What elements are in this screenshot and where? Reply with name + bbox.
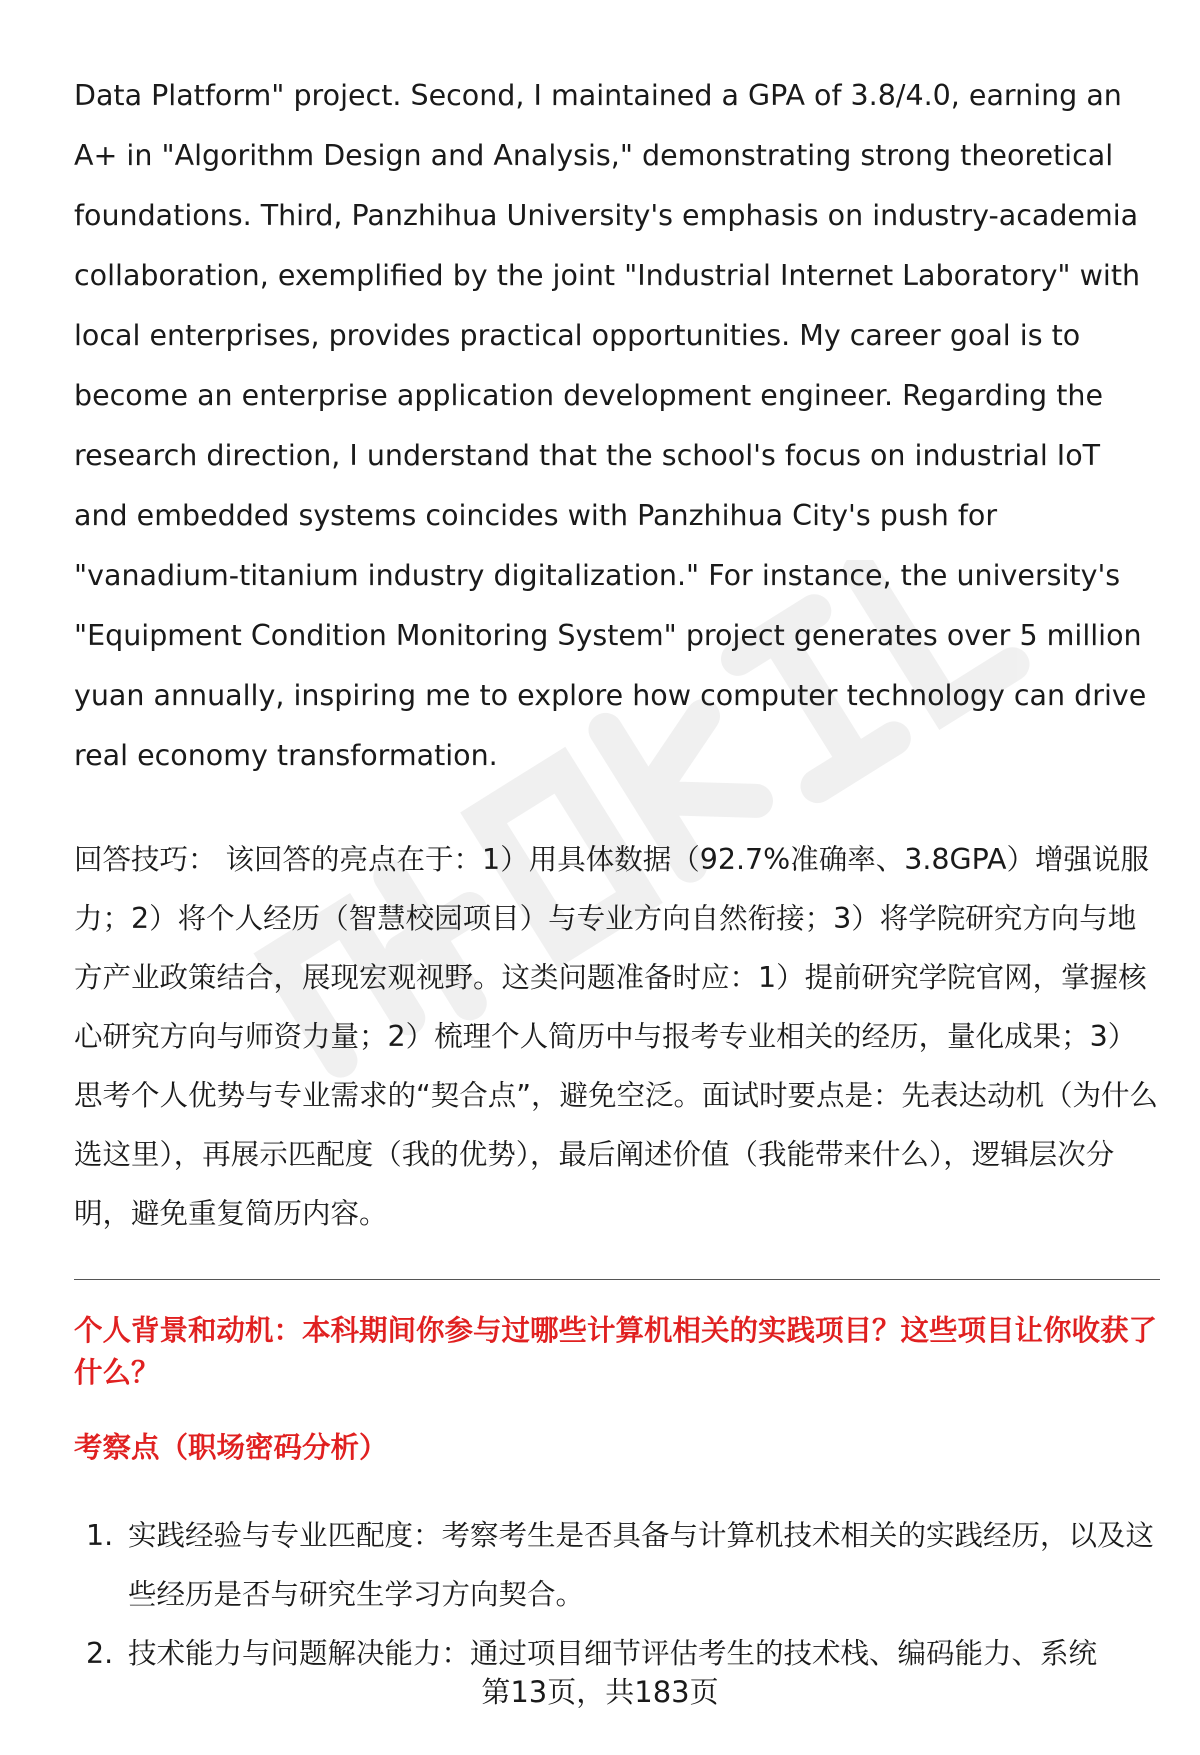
section-divider	[74, 1279, 1160, 1280]
list-item-text: 技术能力与问题解决能力：通过项目细节评估考生的技术栈、编码能力、系统	[128, 1637, 1098, 1670]
list-item	[74, 1506, 1160, 1624]
answer-tips-paragraph: 回答技巧： 该回答的亮点在于：1）用具体数据（92.7%准确率、3.8GPA）增强说服力；2）将个人经历（智慧校园项目）与专业方向自然衔接；3）将学院研究方向与地方产业政策结合，展现宏观视野。这类问题准备时应：1）提前研究学院官网，掌握核心研究方向与师资力量；2）梳理个人简历中与报考专业相关的经历，量化成果；3）思考个人优势与专业需求的“契合点”，避免空泛。面试时要点是：先表达动机（为什么选这里），再展示匹配度（我的优势），最后阐述价值（我能带来什么），逻辑层次分明，避免重复简历内容。	[74, 843, 1159, 1230]
list-item-text: 实践经验与专业匹配度：考察考生是否具备与计算机技术相关的实践经历，以及这些经历是否与研究生学习方向契合。	[128, 1519, 1155, 1611]
page-number-footer: 第13页，共183页	[481, 1675, 719, 1709]
list-item-number: 2.	[86, 1637, 114, 1670]
page-content	[74, 66, 1160, 1683]
section-heading-assessment-points: 考察点（职场密码分析）	[74, 1431, 388, 1464]
list-item-number: 1.	[86, 1519, 114, 1552]
question-title: 个人背景和动机：本科期间你参与过哪些计算机相关的实践项目？这些项目让你收获了什么？	[74, 1314, 1158, 1389]
english-answer-paragraph: Data Platform" project. Second, I maintained a GPA of 3.8/4.0, earning an A+ in "Algorithm Design and Analysis," demonstrating strong theoretical foundations. Third, Panzhihua University's emphasis on industry-academia collaboration, exemplified by the joint "Industrial Internet Laboratory" with local enterprises, provides practical opportunities. My career goal is to become an enterprise application development engineer. Regarding the research direction, I understand that the school's focus on industrial IoT and embedded systems coincides with Panzhihua City's push for "vanadium-titanium industry digitalization." For instance, the university's "Equipment Condition Monitoring System" project generates over 5 million yuan annually, inspiring me to explore how computer technology can drive real economy transformation.	[74, 79, 1147, 772]
assessment-points-list	[74, 1506, 1160, 1683]
